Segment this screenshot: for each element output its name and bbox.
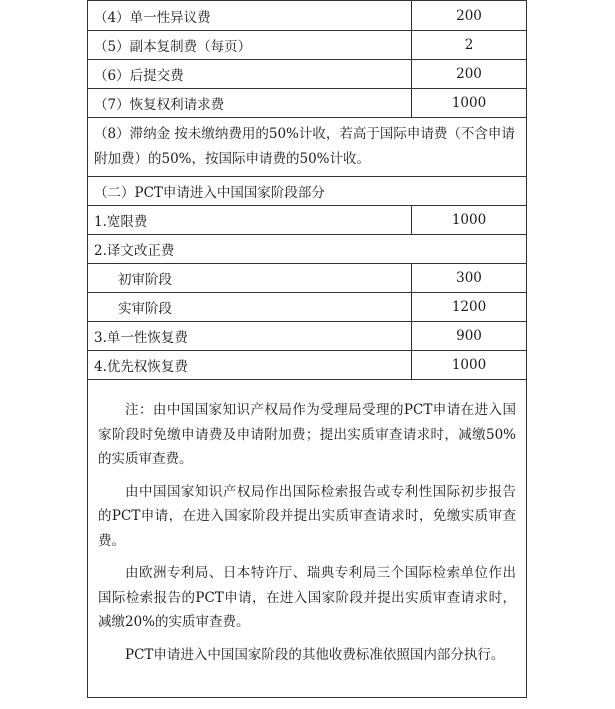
section-title: （二）PCT申请进入中国国家阶段部分: [88, 177, 527, 206]
table-row: [88, 293, 527, 322]
fee-table: [87, 0, 527, 698]
fee-item-label: 实审阶段: [88, 293, 412, 322]
note-paragraph: 注：由中国国家知识产权局作为受理局受理的PCT申请在进入国家阶段时免缴申请费及申请附加费；提出实质审查请求时，减缴50%的实质审查费。: [98, 402, 516, 467]
table-row: [88, 351, 527, 380]
table-row: [88, 31, 527, 60]
subsection-title: 2.译文改正费: [88, 235, 527, 264]
table-row: [88, 264, 527, 293]
notes-cell: [88, 380, 527, 698]
table-row: [88, 1, 527, 31]
fee-item-label: （6）后提交费: [88, 60, 412, 89]
table-row: [88, 89, 527, 118]
note-paragraph: 由中国国家知识产权局作出国际检索报告或专利性国际初步报告的PCT申请，在进入国家阶段并提出实质审查请求时，免缴实质审查费。: [98, 483, 516, 549]
fee-amount: 1000: [412, 206, 527, 235]
table-row: [88, 235, 527, 264]
fee-amount: 900: [412, 322, 527, 351]
fee-amount: 1000: [412, 89, 527, 118]
fee-item-label: 初审阶段: [88, 264, 412, 293]
table-row: [88, 206, 527, 235]
table-row: [88, 177, 527, 206]
fee-amount: 300: [412, 264, 527, 293]
late-fee-text: （8）滞纳金 按未缴纳费用的50%计收，若高于国际申请费（不含申请附加费）的50%，按国际申请费的50%计收。: [88, 118, 527, 177]
fee-amount: 200: [412, 60, 527, 89]
fee-item-label: （5）副本复制费（每页）: [88, 31, 412, 60]
fee-amount: 2: [412, 31, 527, 60]
fee-amount: 1000: [412, 351, 527, 380]
fee-item-label: 1.宽限费: [88, 206, 412, 235]
fee-item-label: （4）单一性异议费: [88, 1, 412, 31]
fee-amount: 200: [412, 1, 527, 31]
fee-amount: 1200: [412, 293, 527, 322]
note-paragraph: 由欧洲专利局、日本特许厅、瑞典专利局三个国际检索单位作出国际检索报告的PCT申请，在进入国家阶段并提出实质审查请求时，减缴20%的实质审查费。: [98, 565, 516, 630]
table-row: [88, 380, 527, 698]
note-paragraph: PCT申请进入中国国家阶段的其他收费标准依照国内部分执行。: [125, 646, 505, 663]
table-row: [88, 60, 527, 89]
fee-item-label: 4.优先权恢复费: [88, 351, 412, 380]
fee-item-label: 3.单一性恢复费: [88, 322, 412, 351]
fee-item-label: （7）恢复权利请求费: [88, 89, 412, 118]
table-row: [88, 322, 527, 351]
table-row: [88, 118, 527, 177]
